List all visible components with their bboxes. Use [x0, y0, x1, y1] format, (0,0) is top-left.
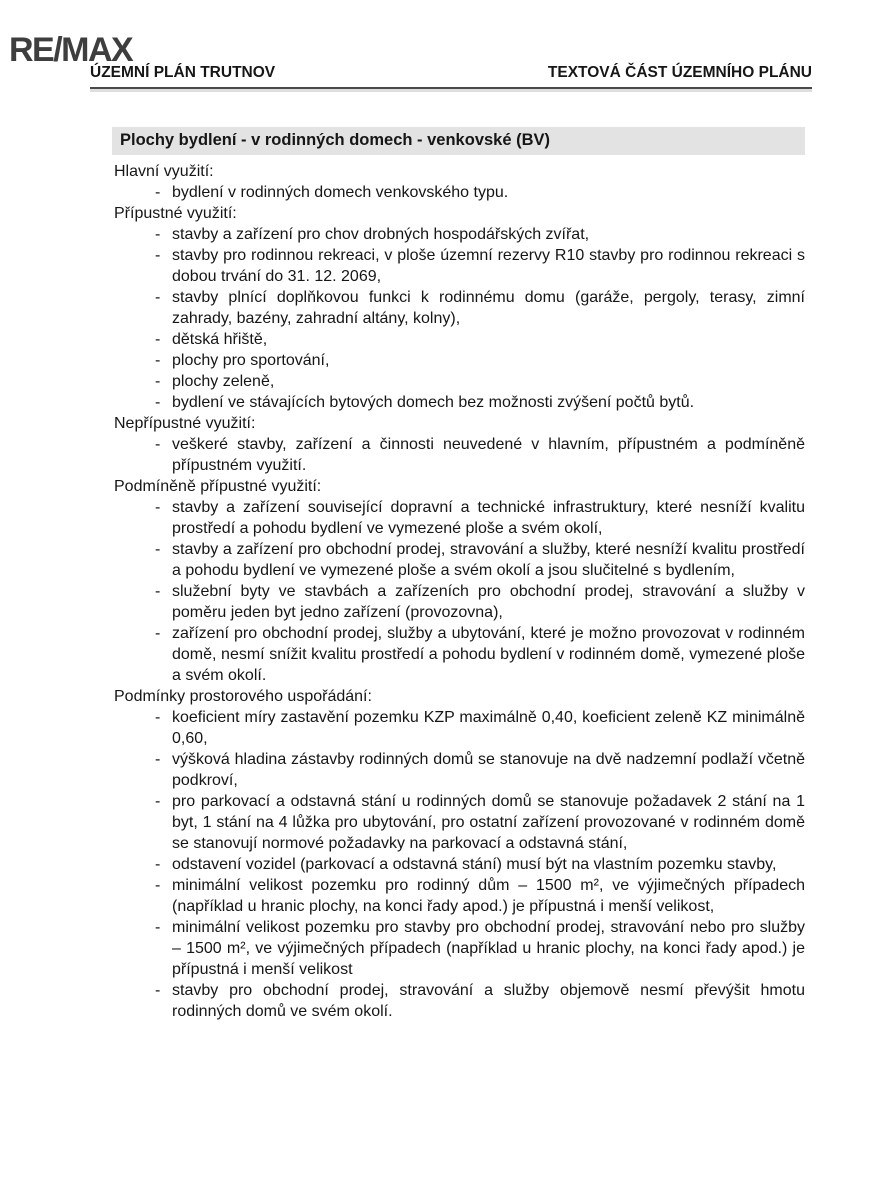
sections-container — [112, 161, 805, 1022]
list-item: - bydlení v rodinných domech venkovského typu. — [155, 182, 805, 203]
list-item: - odstavení vozidel (parkovací a odstavná stání) musí být na vlastním pozemku stavby, — [155, 854, 805, 875]
list-item: - stavby a zařízení pro chov drobných hospodářských zvířat, — [155, 224, 805, 245]
section-list — [112, 497, 805, 686]
list-item: - plochy zeleně, — [155, 371, 805, 392]
list-item: - bydlení ve stávajících bytových domech bez možnosti zvýšení počtů bytů. — [155, 392, 805, 413]
document-body — [112, 127, 805, 1022]
section-heading: Hlavní využití: — [114, 162, 214, 180]
list-item: - pro parkovací a odstavná stání u rodinných domů se stanovuje požadavek 2 stání na 1 byt, 1 stání na 4 lůžka pro ubytování, pro ostatní zařízení provozované v rodinném domě se stanovují normové požadavky na parkovací a odstavná stání, — [155, 791, 805, 854]
list-item: - výšková hladina zástavby rodinných domů se stanovuje na dvě nadzemní podlaží včetně podkroví, — [155, 749, 805, 791]
list-item: - služební byty ve stavbách a zařízeních pro obchodní prodej, stravování a služby v poměru jeden byt jedno zařízení (provozovna), — [155, 581, 805, 623]
list-item: - minimální velikost pozemku pro stavby pro obchodní prodej, stravování nebo pro služby – 1500 m², ve výjimečných případech (například u hranic plochy, na konci řady apod.) je přípustná i menší velikost — [155, 917, 805, 980]
header-left-title: ÚZEMNÍ PLÁN TRUTNOV — [90, 64, 276, 81]
list-item: - minimální velikost pozemku pro rodinný dům – 1500 m², ve výjimečných případech (například u hranic plochy, na konci řady apod.) je přípustná i menší velikost, — [155, 875, 805, 917]
list-item: - dětská hřiště, — [155, 329, 805, 350]
list-item: - veškeré stavby, zařízení a činnosti neuvedené v hlavním, přípustném a podmíněně přípustném využití. — [155, 434, 805, 476]
section-list — [112, 224, 805, 413]
section-list — [112, 707, 805, 1022]
section-list — [112, 434, 805, 476]
section-heading: Podmíněně přípustné využití: — [114, 477, 322, 495]
list-item: - zařízení pro obchodní prodej, služby a ubytování, které je možno provozovat v rodinném domě, nesmí snížit kvalitu prostředí a pohodu bydlení v rodinném domě, vymezené ploše a svém okolí. — [155, 623, 805, 686]
list-item: - stavby a zařízení související dopravní a technické infrastruktury, které nesníží kvalitu prostředí a pohodu bydlení ve vymezené ploše a svém okolí, — [155, 497, 805, 539]
section-heading: Přípustné využití: — [114, 204, 237, 222]
section-title-bar: Plochy bydlení - v rodinných domech - venkovské (BV) — [112, 127, 805, 155]
section-heading: Nepřípustné využití: — [114, 414, 256, 432]
list-item: - plochy pro sportování, — [155, 350, 805, 371]
list-item: - stavby pro rodinnou rekreaci, v ploše územní rezervy R10 stavby pro rodinnou rekreaci s dobou trvání do 31. 12. 2069, — [155, 245, 805, 287]
list-item: - stavby plnící doplňkovou funkci k rodinnému domu (garáže, pergoly, terasy, zimní zahrady, bazény, zahradní altány, kolny), — [155, 287, 805, 329]
list-item: - stavby pro obchodní prodej, stravování a služby objemově nesmí převýšit hmotu rodinných domů ve svém okolí. — [155, 980, 805, 1022]
remax-logo: RE/MAX — [9, 31, 133, 69]
list-item: - koeficient míry zastavění pozemku KZP maximálně 0,40, koeficient zeleně KZ minimálně 0,60, — [155, 707, 805, 749]
header-title-row — [90, 64, 812, 89]
list-item: - stavby a zařízení pro obchodní prodej, stravování a služby, které nesníží kvalitu prostředí a pohodu bydlení ve vymezené ploše a svém okolí a jsou slučitelné s bydlením, — [155, 539, 805, 581]
section-list — [112, 182, 805, 203]
section-heading: Podmínky prostorového uspořádání: — [114, 687, 372, 705]
header-right-title: TEXTOVÁ ČÁST ÚZEMNÍHO PLÁNU — [547, 64, 812, 81]
